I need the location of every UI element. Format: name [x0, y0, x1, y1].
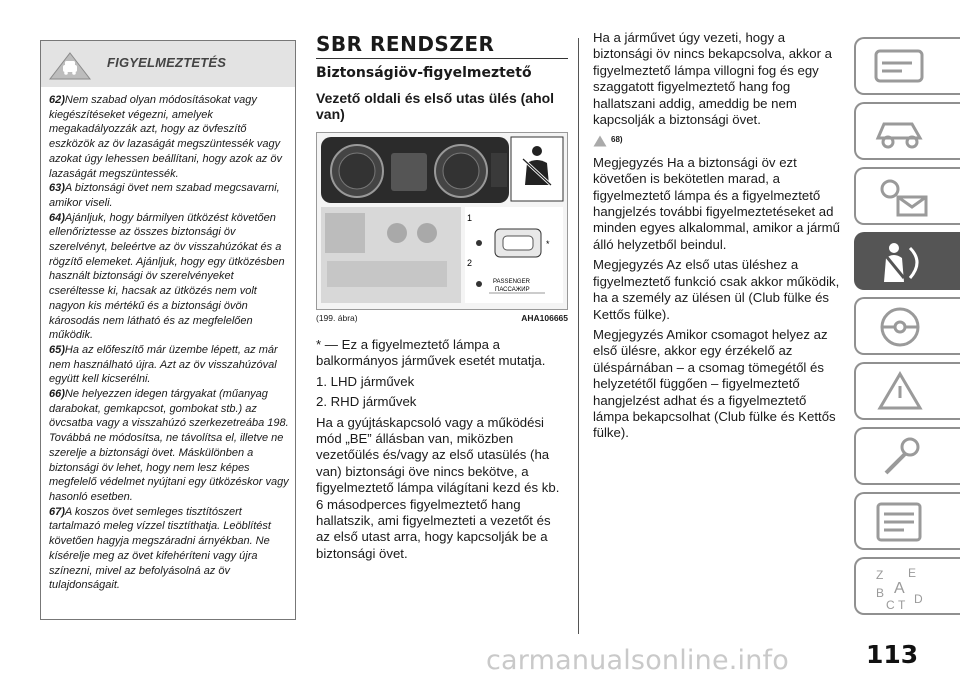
warning-item-text: A biztonsági övet nem szabad megcsavarni, amikor viseli.: [49, 182, 280, 209]
page-number: 113: [866, 640, 919, 669]
dashboard-illustration: [317, 133, 567, 309]
wrench-icon: [872, 433, 932, 481]
steering-wheel-icon: [872, 303, 932, 351]
figure-passenger-label-ru: ПАССАЖИР: [495, 287, 530, 293]
tab-letter: E: [908, 566, 917, 580]
warning-item-text: A koszos övet semleges tisztítószert tartalmazó meleg vízzel tisztíthatja. Leöblítést követően hagyja megszáradni árnyékban. Ne kísérelje meg az övet kifehéríteni vagy újra színezni, mivel az befolyásolná az öv tulajdonságait.: [49, 505, 271, 592]
tab-letter: Z: [876, 568, 884, 582]
tab-technical-data[interactable]: [854, 492, 960, 550]
alphabet-index-icon: [872, 563, 932, 611]
emergency-icon: [872, 368, 932, 416]
warning-title: FIGYELMEZTETÉS: [107, 55, 227, 70]
figure-dashboard: [316, 132, 568, 310]
tab-emergency[interactable]: [854, 362, 960, 420]
watermark: carmanualsonline.info: [486, 645, 789, 676]
warning-item-number: 64): [49, 211, 65, 224]
figure-caption-code: AHA106665: [521, 313, 568, 323]
tab-maintenance[interactable]: [854, 427, 960, 485]
warning-item-text: Ne helyezzen idegen tárgyakat (műanyag darabokat, gemkapcsot, gombokat stb.) az övcsatba vagy a visszahúzó szerkezetreába 198. Továbbá ne módosítsa, ne távolítsa el, illetve ne szerelje a biztonsági övet. Máskülönben a biztonsági öv lehet, hogy nem lesz képes megfelelő védelmet nyújtani egy ütközéskor vagy hasonló esetben.: [49, 388, 289, 503]
paragraph: Megjegyzés Amikor csomagot helyez az első ülésre, akkor egy érzékelő az üléspárnában – a csomag tömegétől és helyzetétől függően – figyelmeztető hangjelzést adhat és a figyelmeztető lámpa bekapcsolhat (Club fülke és Kettős fülke).: [593, 326, 836, 441]
warning-item: [49, 387, 289, 505]
warning-item-number: 67): [49, 505, 65, 518]
chapter-tabs: [854, 37, 960, 622]
warning-item-text: Nem szabad olyan módosításokat vagy kiegészítéseket végezni, amelyek megakadályozzák azt, hogy az övfeszítő eszközök az öv lazaságát megszüntessék vagy azokat úgy lehessen beállítani, hogy azok az öv lazaságát megszüntessék.: [49, 94, 282, 180]
warning-item-number: 63): [49, 182, 65, 195]
warning-item-text: Ha az előfeszítő már üzembe lépett, az már nem használható újra. Azt az öv visszahúzóval együtt kell kicserélni.: [49, 343, 278, 386]
section-body: [316, 337, 568, 562]
paragraph: Megjegyzés Az első utas üléshez a figyelmeztető funkció csak akkor működik, ha a személy az ülésen ül (Club fülke és Kettős fülke).: [593, 257, 840, 322]
paragraph: * — Ez a figyelmeztető lámpa a balkormányos járművek esetét mutatja.: [316, 337, 546, 369]
car-icon: [872, 108, 932, 156]
figure-label-2: 2: [467, 258, 473, 268]
seatbelt-airbag-icon: [872, 238, 932, 286]
tab-letter: D: [914, 592, 923, 606]
paragraph: Megjegyzés Ha a biztonsági öv ezt követően is bekötetlen marad, a figyelmeztető lámpa és a figyelmeztető hangjelzés további figyelmeztetéseket ad minden egyes alkalommal, amikor a jármű álló helyzetből beindul.: [593, 154, 840, 252]
tab-dashboard[interactable]: [854, 37, 960, 95]
tab-letter: A: [894, 580, 905, 597]
section-title: SBR RENDSZER: [316, 32, 568, 59]
warning-item: [49, 211, 289, 343]
warning-header: [41, 41, 295, 87]
tab-starting-driving[interactable]: [854, 297, 960, 355]
tab-index[interactable]: [854, 557, 960, 615]
technical-data-icon: [872, 498, 932, 546]
warning-item: [49, 93, 289, 181]
warning-item-number: 62): [49, 94, 65, 106]
section-subtitle: Biztonságiöv-figyelmeztető: [316, 65, 532, 81]
warning-triangle-icon: [593, 135, 607, 147]
paragraph: 1. LHD járművek: [316, 373, 415, 389]
warning-item-text: Ajánljuk, hogy bármilyen ütközést követően ellenőriztesse az összes biztonsági öv szerelvényt, beleértve az öv visszahúzókat és a rögzítő elemeket. Ajánljuk, hogy egy ütközésben használt biztonsági öv szerelvényeket cseréltesse ki, hacsak az ütközés nem volt nagyon kis mértékű és a biztonsági övön károsodás nem látható és az megfelelően működik.: [49, 211, 285, 342]
tab-safety[interactable]: [854, 232, 960, 290]
figure-caption: [316, 313, 568, 323]
warning-car-icon: [48, 51, 92, 81]
figure-caption-number: (199. ábra): [316, 313, 358, 323]
figure-label-1: 1: [467, 213, 473, 223]
warning-item-number: 66): [49, 388, 65, 401]
notes-column: [593, 30, 843, 446]
section-subsubtitle: Vezető oldali és első utas ülés (ahol van): [316, 90, 555, 122]
paragraph: 2. RHD járművek: [316, 394, 417, 410]
warning-item: [49, 181, 289, 210]
warning-body: [41, 87, 295, 593]
section-column: [316, 32, 568, 566]
warning-box: [40, 40, 296, 620]
tab-car-maintenance[interactable]: [854, 102, 960, 160]
light-message-icon: [872, 173, 932, 221]
figure-label-star: *: [546, 239, 550, 249]
figure-passenger-label: PASSENGER: [493, 279, 530, 285]
notes-body: [593, 30, 843, 442]
warning-item-number: 65): [49, 343, 65, 356]
column-divider: [578, 38, 579, 634]
paragraph: Ha a járművet úgy vezeti, hogy a biztonsági öv nincs bekapcsolva, akkor a figyelmeztető lámpa villogni fog és egy szaggatott figyelmeztető hang fog hallatszani addig, ameddig be nem kapcsolják a biztonsági övet.: [593, 30, 832, 128]
tab-letter: T: [898, 598, 906, 611]
tab-letter: C: [886, 598, 895, 611]
tab-letter: B: [876, 586, 885, 600]
warning-reference-number: 68): [611, 135, 623, 145]
warning-item: [49, 505, 289, 593]
warning-reference[interactable]: [593, 132, 843, 148]
dashboard-icon: [872, 43, 932, 91]
paragraph: Ha a gyújtáskapcsoló vagy a működési mód „BE” állásban van, miközben vezetőülés és/vagy az első utasülés (ha van) biztonsági öve nincs bekötve, a figyelmeztető lámpa világítani kezd és kb. 6 másodperces figyelmeztető hang hallatszik, ami figyelmezteti a vezetőt és az első utast arra, hogy kapcsolják be a biztonsági övet.: [316, 414, 560, 561]
warning-item: [49, 343, 289, 387]
tab-lights-messages[interactable]: [854, 167, 960, 225]
